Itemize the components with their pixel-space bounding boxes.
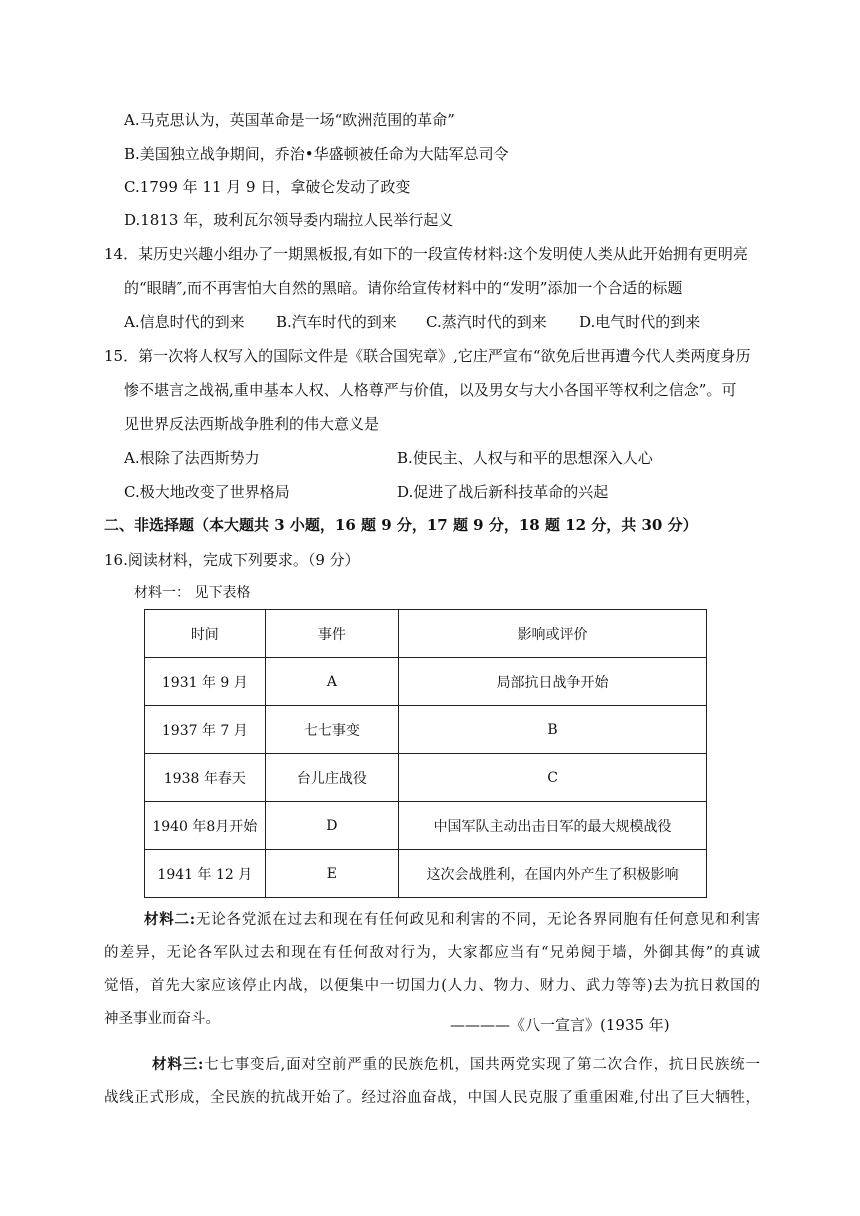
material2-line2: 的差异，无论各军队过去和现在有任何敌对行为，大家都应当有“兄弟阋于墙，外御其侮”的真诚 — [104, 945, 760, 961]
table-cell: 这次会战胜利，在国内外产生了积极影响 — [399, 850, 707, 898]
material3-label: 材料三: — [152, 1056, 204, 1073]
q14-stem-line1: 14．某历史兴趣小组办了一期黑板报,有如下的一段宣传材料:这个发明使人类从此开始拥有更明亮 — [104, 245, 748, 263]
material2-line4: 神圣事业而奋斗。 — [104, 1011, 220, 1027]
material2-label: 材料二: — [144, 911, 196, 928]
table-row — [145, 754, 707, 802]
q13-option-a: A.马克思认为，英国革命是一场“欧洲范围的革命” — [124, 111, 455, 129]
table-cell: 七七事变 — [265, 706, 399, 754]
q15-stem-line1: 15．第一次将人权写入的国际文件是《联合国宪章》,它庄严宣布“欲免后世再遭今代人类两度身历 — [104, 347, 751, 365]
q15-stem-line2: 惨不堪言之战祸,重申基本人权、人格尊严与价值，以及男女与大小各国平等权利之信念”。可 — [124, 381, 737, 399]
table-row — [145, 802, 707, 850]
material3-line2: 战线正式形成，全民族的抗战开始了。经过浴血奋战，中国人民克服了重重困难,付出了巨大牺牲， — [104, 1090, 760, 1106]
q14-option-b: B.汽车时代的到来 — [276, 313, 397, 331]
q14-stem-line2: 的“眼睛″,而不再害怕大自然的黑暗。请你给宣传材料中的“发明”添加一个合适的标题 — [124, 279, 683, 297]
table-cell: C — [399, 754, 707, 802]
table-cell: 中国军队主动出击日军的最大规模战役 — [399, 802, 707, 850]
q13-option-d: D.1813 年，玻利瓦尔领导委内瑞拉人民举行起义 — [124, 211, 454, 229]
q14-option-d: D.电气时代的到来 — [579, 313, 701, 331]
table-row — [145, 850, 707, 898]
table-cell: B — [399, 706, 707, 754]
q15-option-c: C.极大地改变了世界格局 — [124, 483, 290, 501]
material3-line1: 材料三:七七事变后,面对空前严重的民族危机，国共两党实现了第二次合作，抗日民族统一 — [152, 1056, 760, 1073]
table-cell: 1940 年8月开始 — [145, 802, 266, 850]
table-cell: 1931 年 9 月 — [145, 658, 266, 706]
table-header: 事件 — [265, 610, 399, 658]
table-row — [145, 706, 707, 754]
section-heading: 二、非选择题（本大题共 3 小题，16 题 9 分，17 题 9 分，18 题 12 分，共 30 分） — [104, 516, 698, 534]
table-header: 影响或评价 — [399, 610, 707, 658]
table-cell: A — [265, 658, 399, 706]
material3-paragraph — [104, 1048, 760, 1115]
table-row — [145, 658, 707, 706]
q13-option-b: B.美国独立战争期间，乔治•华盛顿被任命为大陆军总司令 — [124, 145, 509, 163]
q13-option-c: C.1799 年 11 月 9 日，拿破仑发动了政变 — [124, 178, 411, 196]
material2-line1: 材料二:无论各党派在过去和现在有任何政见和利害的不同，无论各界同胞有任何意见和利害 — [144, 911, 760, 928]
material1-label: 材料一： 见下表格 — [134, 585, 251, 601]
q15-option-a: A.根除了法西斯势力 — [124, 449, 260, 467]
table-cell: 1941 年 12 月 — [145, 850, 266, 898]
q14-option-c: C.蒸汽时代的到来 — [426, 313, 547, 331]
q15-option-b: B.使民主、人权与和平的思想深入人心 — [397, 449, 653, 467]
q15-stem-line3: 见世界反法西斯战争胜利的伟大意义是 — [124, 415, 380, 433]
q15-option-d: D.促进了战后新科技革命的兴起 — [397, 483, 609, 501]
table-cell: 台儿庄战役 — [265, 754, 399, 802]
table-cell: D — [265, 802, 399, 850]
events-table — [144, 609, 707, 898]
material2-line3: 觉悟，首先大家应该停止内战，以便集中一切国力(人力、物力、财力、武力等等)去为抗日救国的 — [104, 978, 760, 994]
q14-option-a: A.信息时代的到来 — [124, 313, 245, 331]
table-header-row — [145, 610, 707, 658]
table-header: 时间 — [145, 610, 266, 658]
table-cell: 局部抗日战争开始 — [399, 658, 707, 706]
material2-source: ————《八一宣言》(1935 年) — [450, 1016, 670, 1034]
table-cell: 1938 年春天 — [145, 754, 266, 802]
table-cell: E — [265, 850, 399, 898]
q16-stem: 16.阅读材料，完成下列要求。（9 分） — [104, 551, 360, 569]
table-cell: 1937 年 7 月 — [145, 706, 266, 754]
